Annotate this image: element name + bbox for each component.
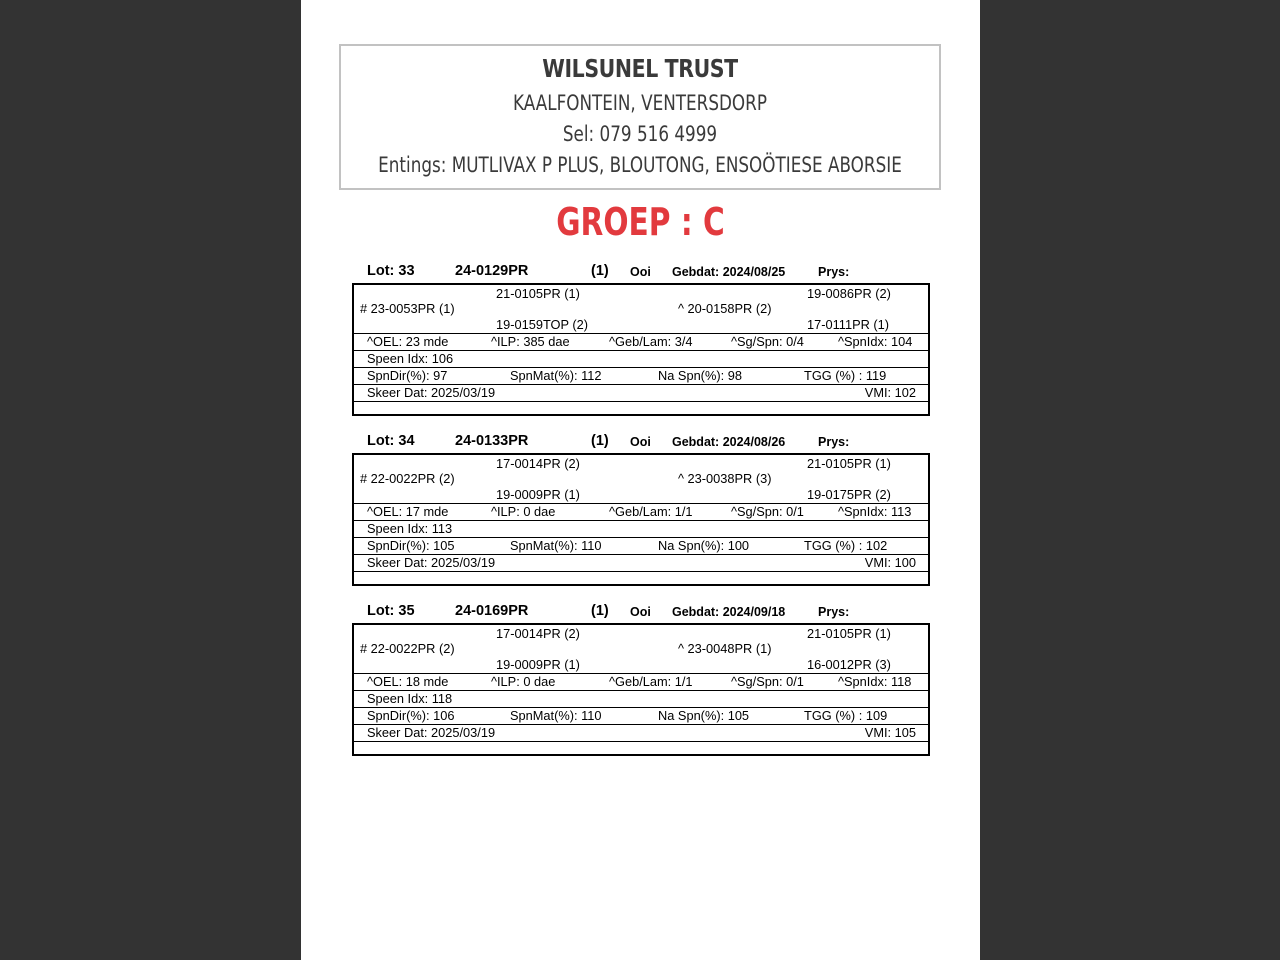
dam-dam: 19-0175PR (2)	[807, 487, 891, 502]
lot-count: (1)	[591, 433, 609, 449]
lot-card	[352, 431, 930, 586]
farm-location: KAALFONTEIN, VENTERSDORP	[513, 91, 767, 115]
lot-header	[352, 261, 930, 281]
lot-sex: Ooi	[630, 265, 651, 279]
na-spn: Na Spn(%): 98	[658, 368, 742, 383]
na-spn: Na Spn(%): 105	[658, 708, 750, 723]
sg-spn-value: ^Sg/Spn: 0/4	[731, 334, 804, 349]
ilp-value: ^ILP: 385 dae	[491, 334, 570, 349]
dam: ^ 23-0038PR (3)	[678, 471, 772, 486]
sire-sire: 21-0105PR (1)	[496, 286, 580, 301]
spn-idx-value: ^SpnIdx: 113	[838, 504, 912, 519]
skeer-date: Skeer Dat: 2025/03/19	[367, 555, 496, 570]
geb-lam-value: ^Geb/Lam: 1/1	[609, 504, 693, 519]
sire: # 22-0022PR (2)	[360, 641, 455, 656]
spn-idx-value: ^SpnIdx: 104	[838, 334, 913, 349]
speen-idx: Speen Idx: 118	[367, 691, 453, 706]
group-title: GROEP : C	[556, 200, 725, 244]
sg-spn-value: ^Sg/Spn: 0/1	[731, 504, 804, 519]
lot-registration: 24-0129PR	[455, 263, 529, 279]
spn-dir: SpnDir(%): 105	[367, 538, 455, 553]
lot-header	[352, 431, 930, 451]
sire-dam: 19-0159TOP (2)	[496, 317, 589, 332]
vmi: VMI: 100	[864, 555, 916, 570]
spn-idx-value: ^SpnIdx: 118	[838, 674, 912, 689]
lot-details	[352, 623, 930, 756]
skeer-date: Skeer Dat: 2025/03/19	[367, 725, 496, 740]
divider	[354, 401, 928, 402]
dam-dam: 16-0012PR (3)	[807, 657, 891, 672]
lot-number: Lot: 33	[367, 263, 415, 279]
lot-card	[352, 601, 930, 756]
spn-mat: SpnMat(%): 112	[510, 368, 602, 383]
lot-count: (1)	[591, 603, 609, 619]
divider	[354, 741, 928, 742]
dam: ^ 23-0048PR (1)	[678, 641, 772, 656]
lot-header	[352, 601, 930, 621]
lot-sex: Ooi	[630, 605, 651, 619]
dam-sire: 21-0105PR (1)	[807, 626, 891, 641]
document-page	[301, 0, 980, 960]
lot-count: (1)	[591, 263, 609, 279]
sire-dam: 19-0009PR (1)	[496, 657, 580, 672]
dam: ^ 20-0158PR (2)	[678, 301, 772, 316]
tgg: TGG (%) : 102	[804, 538, 888, 553]
sire: # 22-0022PR (2)	[360, 471, 455, 486]
geb-lam-value: ^Geb/Lam: 3/4	[609, 334, 693, 349]
lot-birth-date: Gebdat: 2024/08/26	[672, 435, 786, 449]
dam-dam: 17-0111PR (1)	[807, 317, 890, 332]
na-spn: Na Spn(%): 100	[658, 538, 750, 553]
dam-sire: 19-0086PR (2)	[807, 286, 891, 301]
tgg: TGG (%) : 109	[804, 708, 888, 723]
ilp-value: ^ILP: 0 dae	[491, 504, 556, 519]
ilp-value: ^ILP: 0 dae	[491, 674, 556, 689]
speen-idx: Speen Idx: 106	[367, 351, 454, 366]
spn-dir: SpnDir(%): 106	[367, 708, 455, 723]
farm-name: WILSUNEL TRUST	[542, 54, 738, 83]
farm-vaccinations: Entings: MUTLIVAX P PLUS, BLOUTONG, ENSOÖTIESE ABORSIE	[378, 153, 902, 177]
lot-price: Prys:	[818, 605, 850, 619]
lot-sex: Ooi	[630, 435, 651, 449]
skeer-date: Skeer Dat: 2025/03/19	[367, 385, 496, 400]
sire: # 23-0053PR (1)	[360, 301, 455, 316]
sire-sire: 17-0014PR (2)	[496, 456, 580, 471]
lot-birth-date: Gebdat: 2024/09/18	[672, 605, 786, 619]
sire-sire: 17-0014PR (2)	[496, 626, 580, 641]
spn-dir: SpnDir(%): 97	[367, 368, 448, 383]
spn-mat: SpnMat(%): 110	[510, 708, 602, 723]
sire-dam: 19-0009PR (1)	[496, 487, 580, 502]
tgg: TGG (%) : 119	[804, 368, 887, 383]
farm-header	[339, 44, 941, 190]
farm-phone: Sel: 079 516 4999	[562, 122, 718, 146]
oel-value: ^OEL: 17 mde	[367, 504, 449, 519]
oel-value: ^OEL: 23 mde	[367, 334, 449, 349]
speen-idx: Speen Idx: 113	[367, 521, 453, 536]
lot-details	[352, 283, 930, 416]
lot-card	[352, 261, 930, 416]
divider	[354, 571, 928, 572]
dam-sire: 21-0105PR (1)	[807, 456, 891, 471]
lot-registration: 24-0133PR	[455, 433, 529, 449]
vmi: VMI: 105	[864, 725, 916, 740]
geb-lam-value: ^Geb/Lam: 1/1	[609, 674, 693, 689]
lot-number: Lot: 35	[367, 603, 415, 619]
lot-price: Prys:	[818, 435, 850, 449]
lot-price: Prys:	[818, 265, 850, 279]
lot-registration: 24-0169PR	[455, 603, 529, 619]
lot-birth-date: Gebdat: 2024/08/25	[672, 265, 786, 279]
lot-details	[352, 453, 930, 586]
sg-spn-value: ^Sg/Spn: 0/1	[731, 674, 804, 689]
vmi: VMI: 102	[864, 385, 916, 400]
lot-number: Lot: 34	[367, 433, 415, 449]
spn-mat: SpnMat(%): 110	[510, 538, 602, 553]
oel-value: ^OEL: 18 mde	[367, 674, 449, 689]
